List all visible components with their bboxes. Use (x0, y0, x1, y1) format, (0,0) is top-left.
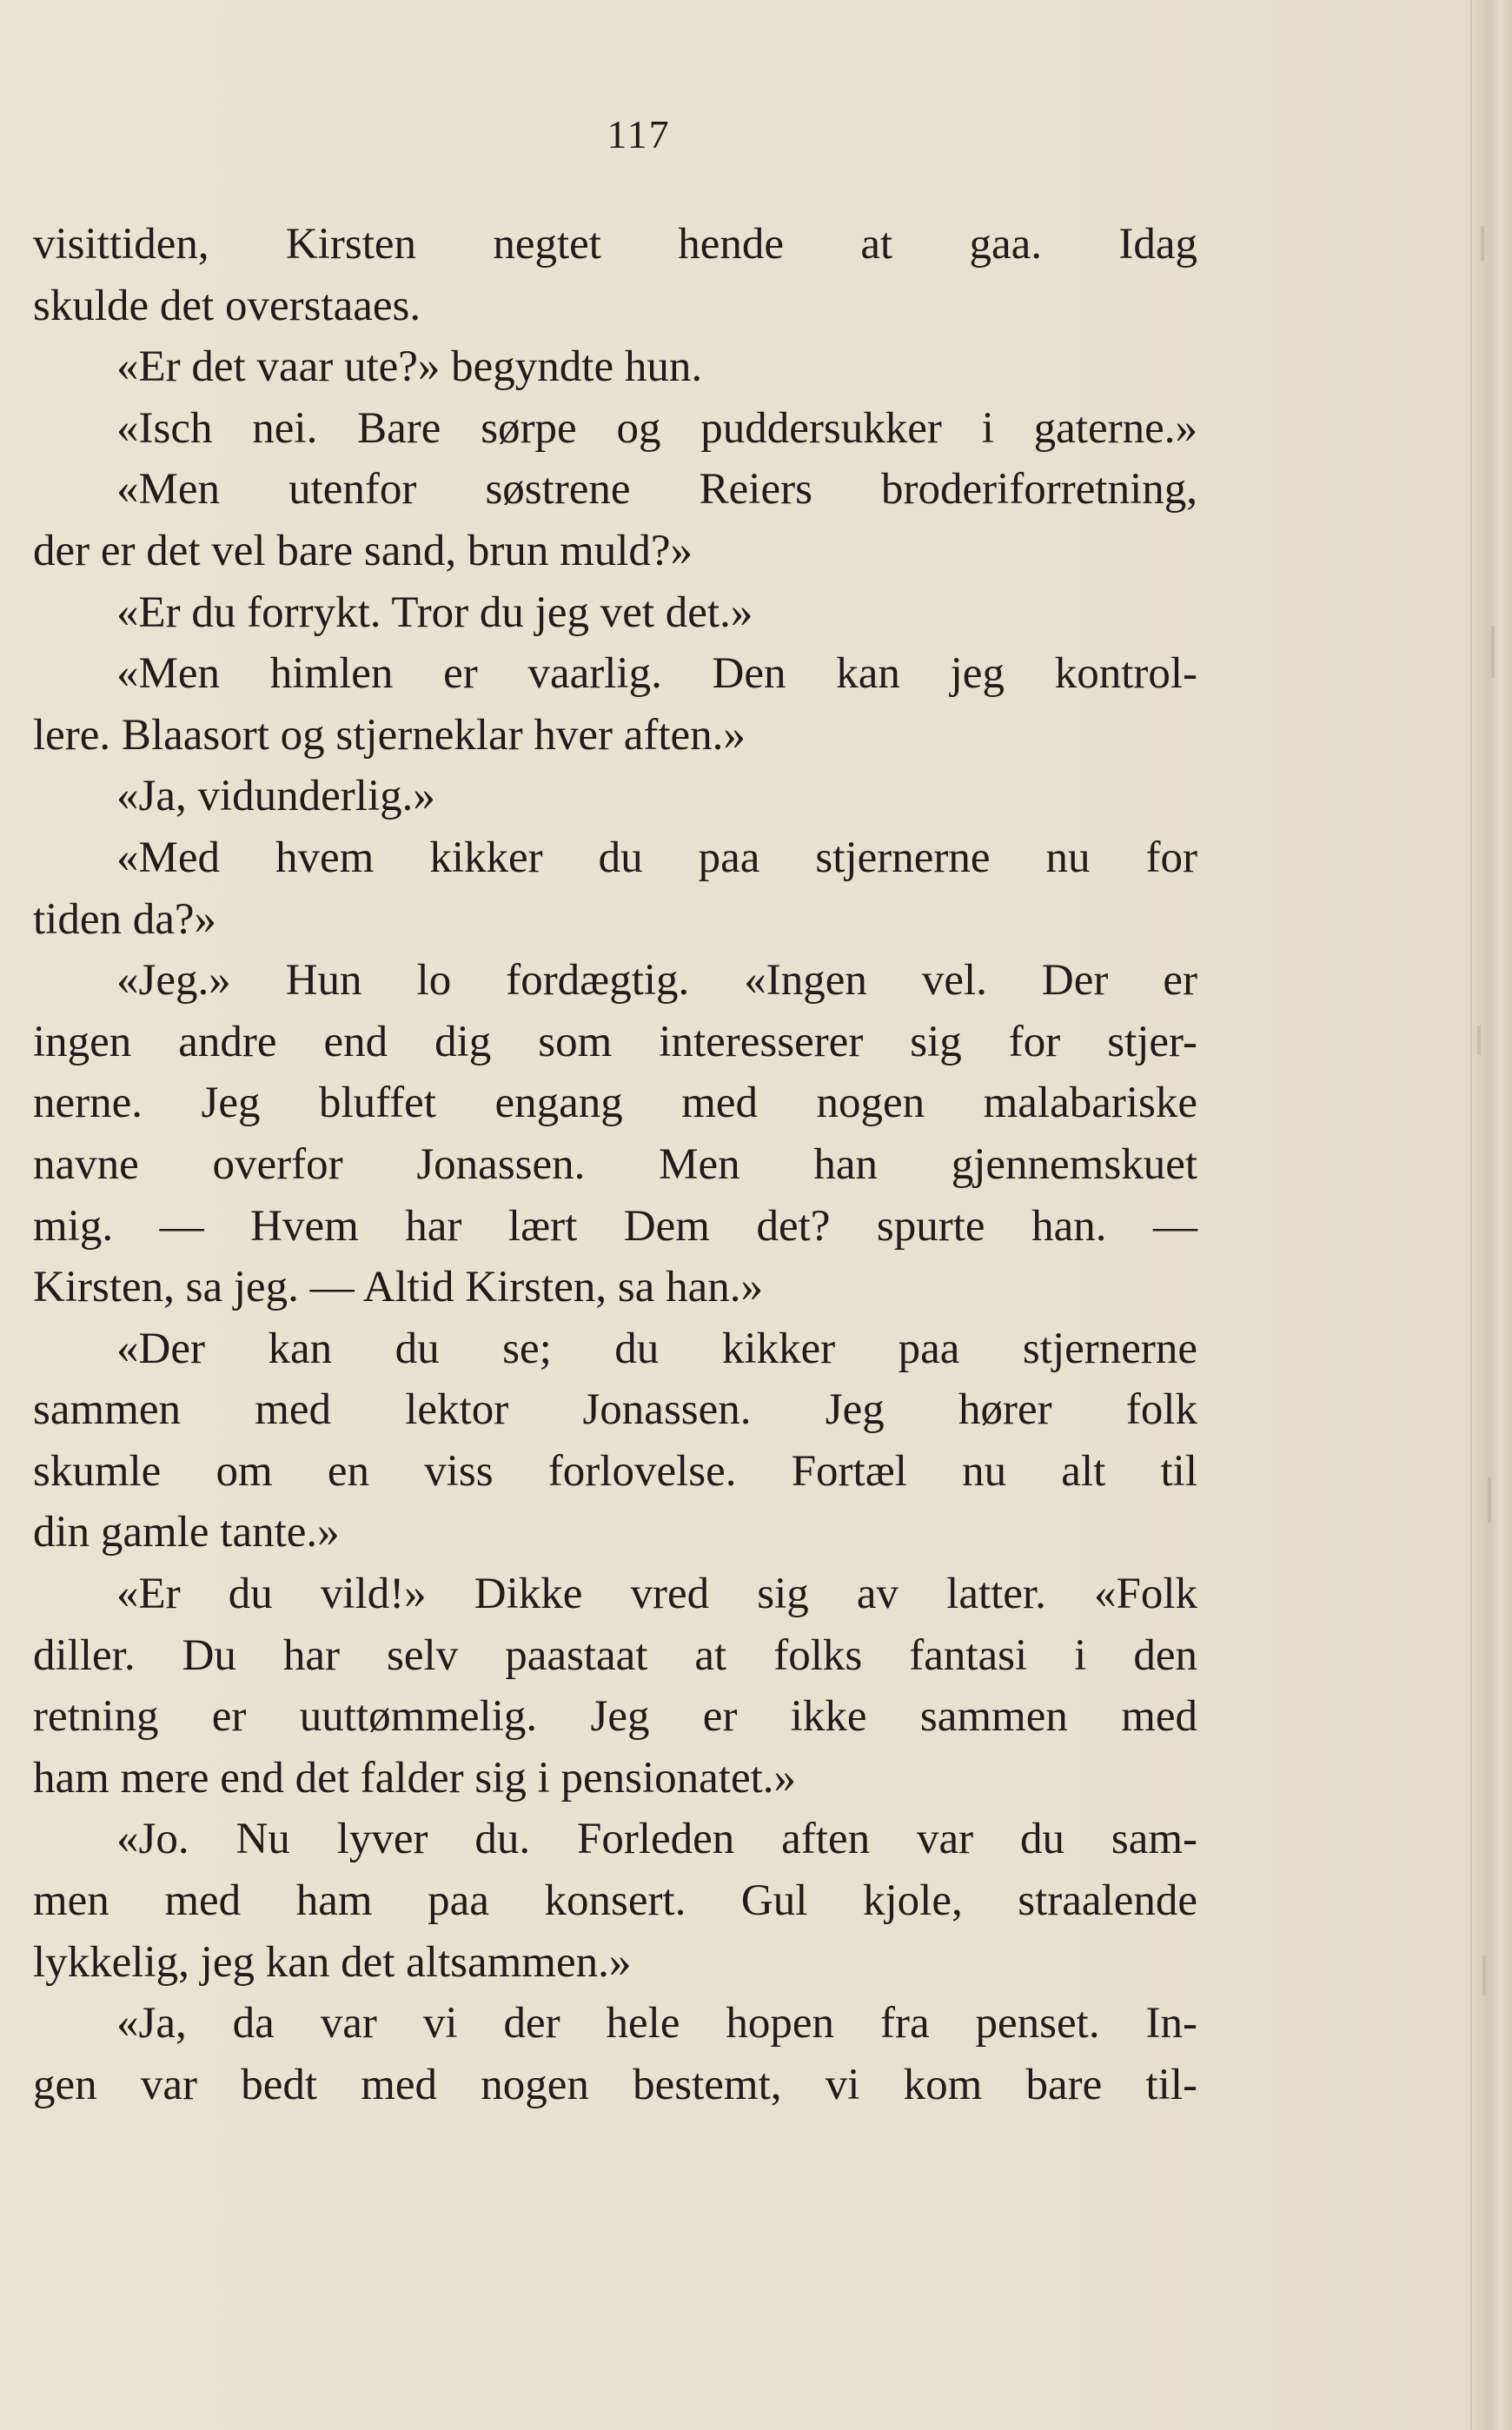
page-number: 117 (607, 112, 671, 156)
text-line: diller. Du har selv paastaat at folks fantasi i den (33, 1630, 1197, 1680)
text-line: sammen med lektor Jonassen. Jeg hører folk (33, 1385, 1197, 1435)
text-line: «Ja, da var vi der hele hopen fra penset. In- (116, 1999, 1197, 2048)
text-line: retning er uuttømmelig. Jeg er ikke sammen med (33, 1692, 1197, 1742)
text-line: men med ham paa konsert. Gul kjole, straalende (33, 1876, 1197, 1926)
text-line: «Jeg.» Hun lo fordægtig. «Ingen vel. Der er (116, 956, 1197, 1006)
text-line: din gamle tante.» (33, 1508, 340, 1557)
text-line: ham mere end det falder sig i pensionatet.» (33, 1753, 797, 1803)
edge-mark (1491, 626, 1495, 678)
text-line: «Ja, vidunderlig.» (116, 772, 435, 821)
text-line: «Med hvem kikker du paa stjernerne nu for (116, 833, 1197, 882)
text-line: «Er det vaar ute?» begyndte hun. (116, 342, 703, 392)
text-line: «Der kan du se; du kikker paa stjernerne (116, 1324, 1197, 1373)
text-line: visittiden, Kirsten negtet hende at gaa. Idag (33, 220, 1197, 269)
text-line: der er det vel bare sand, brun muld?» (33, 526, 693, 575)
edge-mark (1482, 1955, 1486, 1995)
text-line: gen var bedt med nogen bestemt, vi kom bare til- (33, 2060, 1197, 2109)
body-text (33, 214, 1197, 2115)
text-line: «Jo. Nu lyver du. Forleden aften var du sam- (116, 1815, 1197, 1864)
edge-mark (1488, 1477, 1491, 1523)
text-line: nerne. Jeg bluffet engang med nogen malabariske (33, 1079, 1197, 1128)
edge-mark (1477, 1026, 1481, 1055)
edge-mark (1481, 226, 1484, 261)
text-line: navne overfor Jonassen. Men han gjennemskuet (33, 1139, 1197, 1189)
text-line: «Isch nei. Bare sørpe og puddersukker i gaterne.» (116, 403, 1197, 453)
text-line: mig. — Hvem har lært Dem det? spurte han. — (33, 1201, 1197, 1251)
text-line: «Er du vild!» Dikke vred sig av latter. «Folk (116, 1570, 1197, 1619)
text-line: skumle om en viss forlovelse. Fortæl nu alt til (33, 1446, 1197, 1496)
text-line: «Men utenfor søstrene Reiers broderiforretning, (116, 465, 1197, 515)
text-line: lere. Blaasort og stjerneklar hver aften.» (33, 710, 746, 760)
text-line: ingen andre end dig som interesserer sig for stjer- (33, 1017, 1197, 1066)
text-line: skulde det overstaaes. (33, 281, 421, 330)
text-line: Kirsten, sa jeg. — Altid Kirsten, sa han.» (33, 1263, 763, 1312)
text-line: lykkelig, jeg kan det altsammen.» (33, 1937, 632, 1987)
text-line: «Er du forrykt. Tror du jeg vet det.» (116, 588, 753, 637)
text-line: tiden da?» (33, 894, 216, 944)
text-line: «Men himlen er vaarlig. Den kan jeg kontrol- (116, 649, 1197, 699)
page-edge (1470, 0, 1512, 2430)
